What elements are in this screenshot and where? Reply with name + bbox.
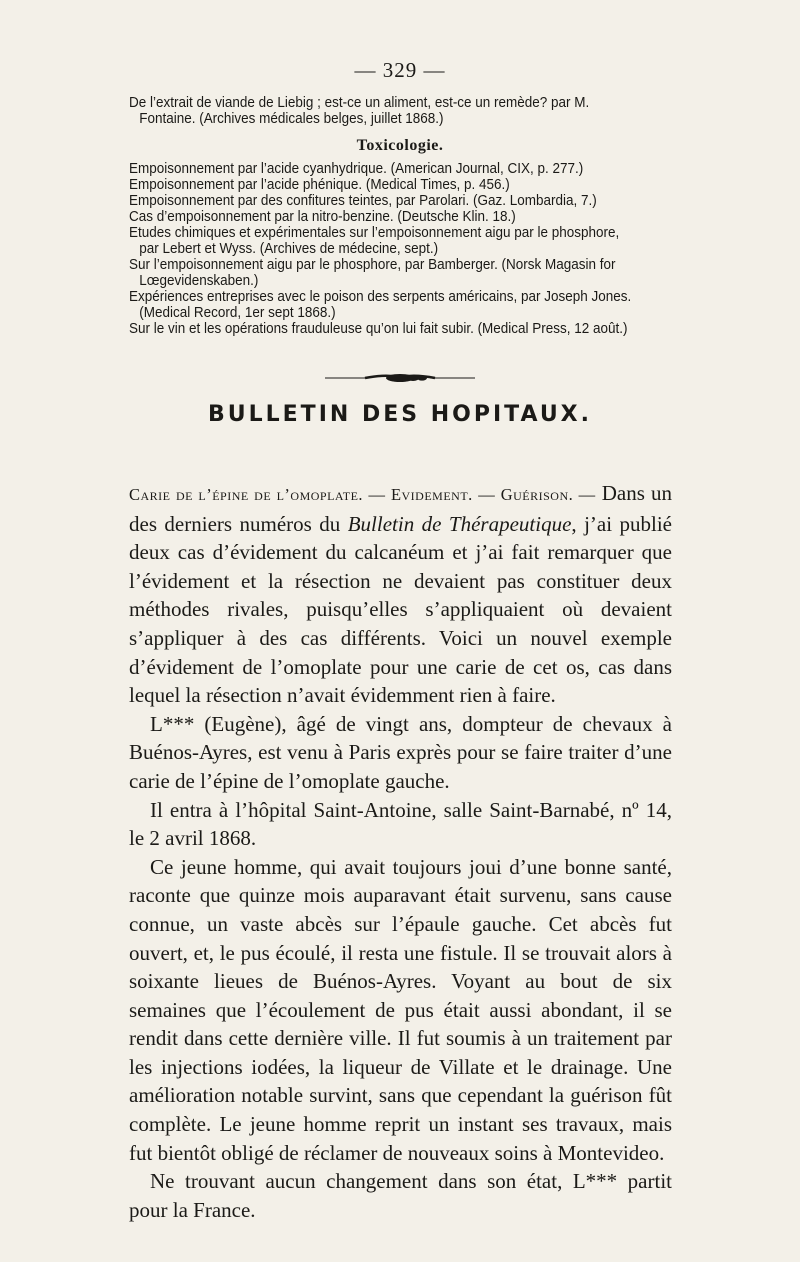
- article-paragraph: Ne trouvant aucun changement dans son état, L*** partit pour la France.: [129, 1169, 672, 1222]
- article-paragraph: Ce jeune homme, qui avait toujours joui d’une bonne santé, raconte que quinze mois auparavant était survenu, sans cause connue, un vaste abcès sur l’épaule gauche. Cet abcès fut ouvert, et, le pus écoulé, il resta une fistule. Il se trouvait alors à soixante lieues de Buénos-Ayres. Voyant au bout de six semaines que l’écoulement de pus était aussi abondant, il se rendit dans cette dernière ville. Il fut soumis à un traitement par les injections iodées, la liqueur de Villate et le drainage. Une amélioration notable survint, sans que cependant la guérison fût complète. Le jeune homme reprit un instant ses travaux, mais fut bientôt obligé de réclamer de nouveaux soins à Montevideo.: [129, 854, 672, 1165]
- bibliography-entry: Expériences entreprises avec le poison des serpents américains, par Joseph Jones. (Medical Record, 1er sept 1868.): [129, 289, 632, 321]
- page-number: — 329 —: [354, 58, 446, 82]
- bibliography-entry: Cas d’empoisonnement par la nitro-benzine. (Deutsche Klin. 18.): [129, 209, 516, 225]
- bibliography-liebig: [129, 95, 636, 127]
- article-paragraph: [129, 479, 672, 710]
- article-heading: Carie de l’épine de l’omoplate. — Evidement. — Guérison. —: [129, 485, 596, 504]
- bibliography-entry: Empoisonnement par des confitures teintes, par Parolari. (Gaz. Lombardia, 7.): [129, 193, 597, 209]
- paragraph-text: , j’ai publié deux cas d’évidement du calcanéum et j’ai fait remarquer que l’évidement et la résection ne devaient pas constituer deux méthodes rivales, puisqu’elles s’appliquaient où devaient s’appliquer à des cas différents. Voici un nouvel exemple d’évidement de l’omoplate pour une carie de cet os, cas dans lequel la résection n’avait évidemment rien à faire.: [129, 511, 672, 708]
- article-body: [129, 479, 672, 1224]
- bibliography-entry: Empoisonnement par l’acide phénique. (Medical Times, p. 456.): [129, 177, 510, 193]
- bibliography-entry: De l’extrait de viande de Liebig ; est-ce un aliment, est-ce un remède? par M. Fontaine. (Archives médicales belges, juillet 1868.): [129, 95, 590, 127]
- section-heading-toxicology: Toxicologie.: [356, 137, 444, 154]
- paragraph-text: Dans un des derniers numéros du: [129, 481, 672, 536]
- bibliography-entry: Sur l’empoisonnement aigu par le phosphore, par Bamberger. (Norsk Magasin for Lœgevidenskaben.): [129, 257, 616, 289]
- article-paragraph: L*** (Eugène), âgé de vingt ans, dompteur de chevaux à Buénos-Ayres, est venu à Paris exprès pour se faire traiter d’une carie de l’épine de l’omoplate gauche.: [129, 711, 672, 793]
- toxicology-list: [129, 161, 636, 337]
- bibliography-entry: Empoisonnement par l’acide cyanhydrique. (American Journal, CIX, p. 277.): [129, 161, 584, 177]
- bibliography-entry: Etudes chimiques et expérimentales sur l’empoisonnement aigu par le phosphore, par Lebert et Wyss. (Archives de médecine, sept.): [129, 225, 620, 257]
- article-paragraph: Il entra à l’hôpital Saint-Antoine, salle Saint-Barnabé, nº 14, le 2 avril 1868.: [129, 797, 672, 851]
- journal-title: Bulletin de Thérapeutique: [347, 511, 572, 536]
- ornamental-rule: [325, 373, 475, 383]
- bibliography-entry: Sur le vin et les opérations frauduleuse qu’on lui fait subir. (Medical Press, 12 août.): [129, 321, 628, 337]
- bulletin-title: BULLETIN DES HOPITAUX.: [207, 402, 592, 427]
